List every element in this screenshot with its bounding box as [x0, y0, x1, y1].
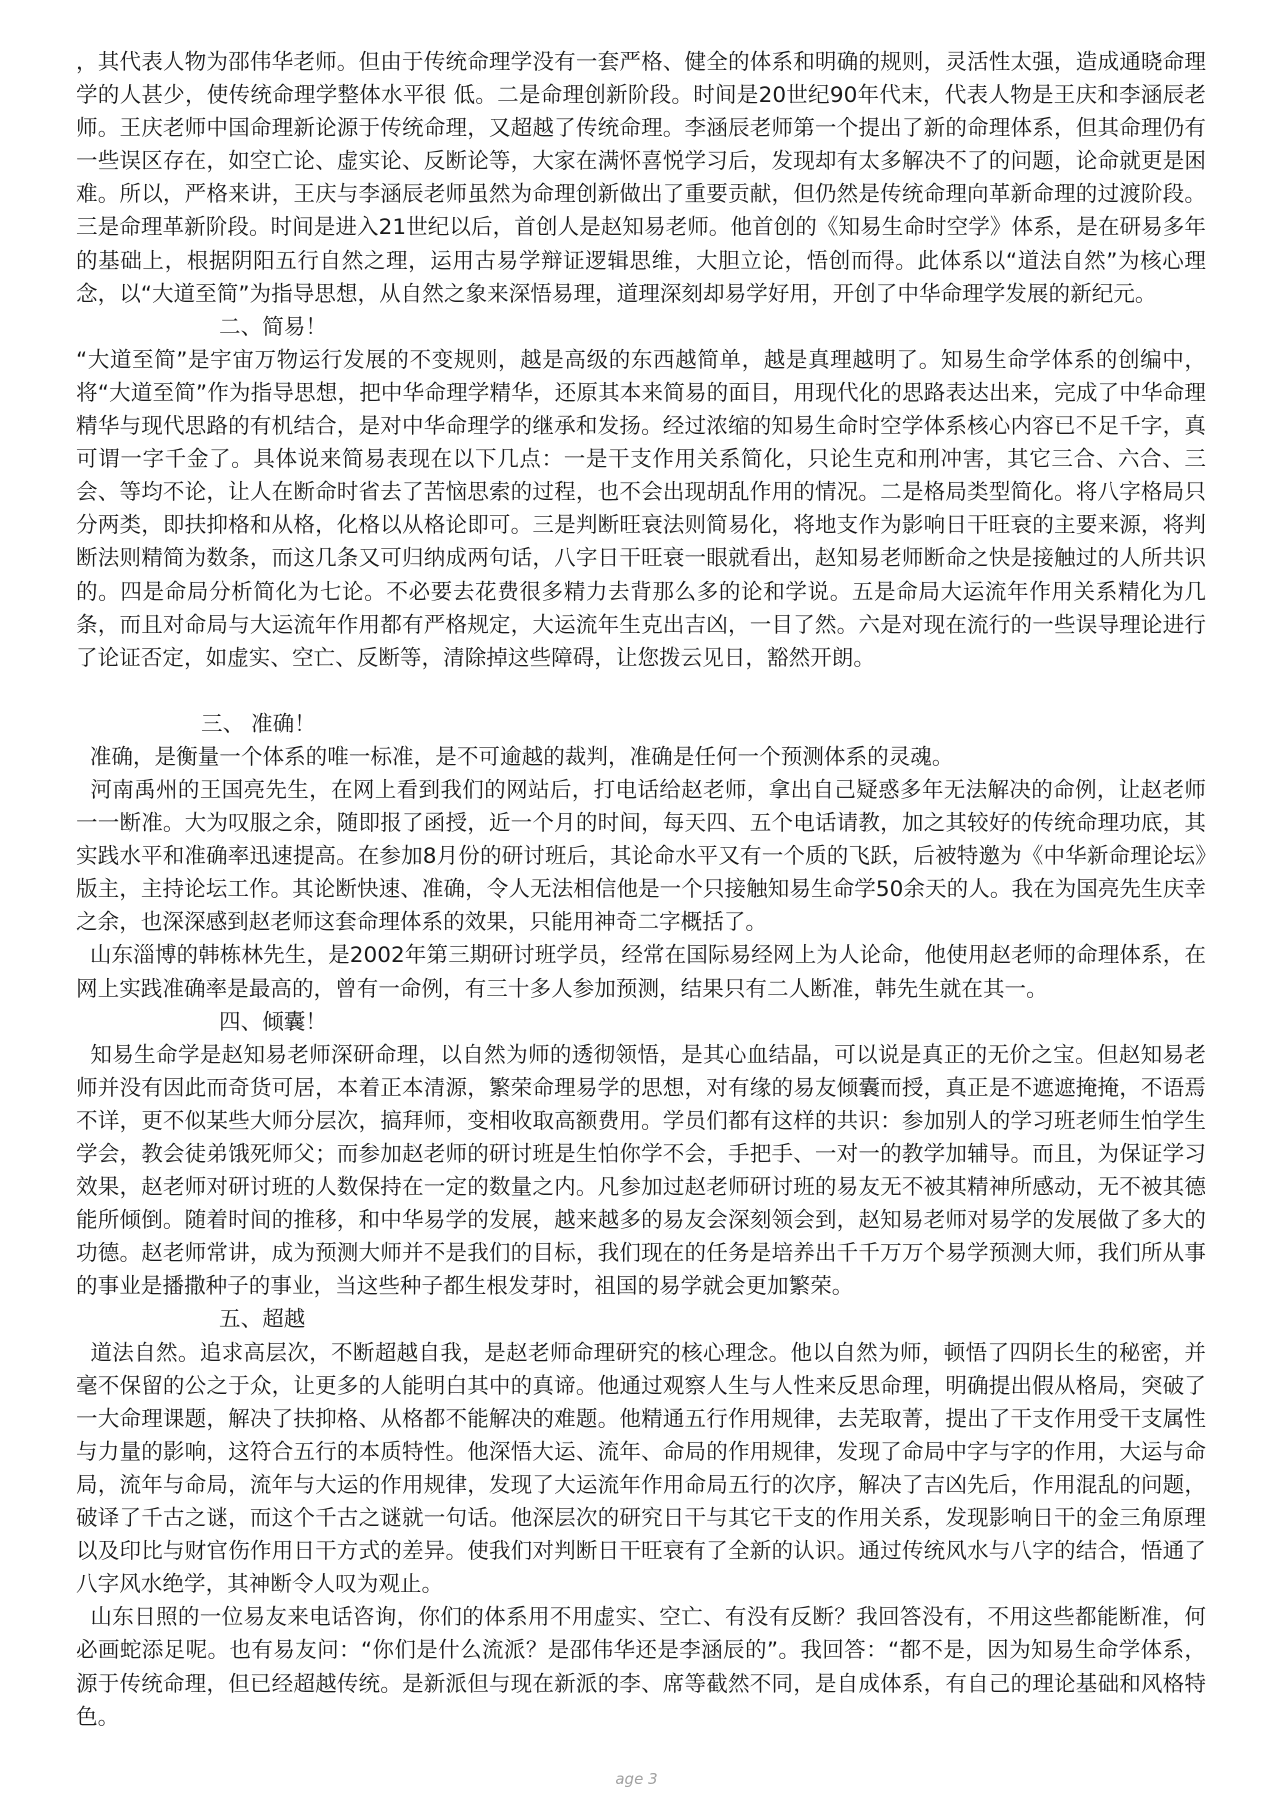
- page-footer: age 3: [615, 1770, 658, 1788]
- section-heading: 五、超越: [219, 1307, 306, 1333]
- section-heading: 四、倾囊！: [219, 1009, 327, 1035]
- paragraph: 河南禹州的王国亮先生，在网上看到我们的网站后，打电话给赵老师，拿出自己疑惑多年无法解决的命例，让赵老师一一断准。大为叹服之余，随即报了函授，近一个月的时间，每天四、五个电话请教，加之其较好的传统命理功底，其实践水平和准确率迅速提高。在参加8月份的研讨班后，其论命水平又有一个质的飞跃，后被特邀为《中华新命理论坛》版主，主持论坛工作。其论断快速、准确，令人无法相信他是一个只接触知易生命学50余天的人。我在为国亮先生庆幸之余，也深深感到赵老师这套命理体系的效果，只能用神奇二字概括了。: [76, 777, 1206, 936]
- paragraph: 道法自然。追求高层次，不断超越自我，是赵老师命理研究的核心理念。他以自然为师，顿悟了四阴长生的秘密，并毫不保留的公之于众，让更多的人能明白其中的真谛。他通过观察人生与人性来反思命理，明确提出假从格局，突破了一大命理课题，解决了扶抑格、从格都不能解决的难题。他精通五行作用规律，去芜取菁，提出了干支作用受干支属性与力量的影响，这符合五行的本质特性。他深悟大运、流年、命局的作用规律，发现了命局中字与字的作用，大运与命局，流年与命局，流年与大运的作用规律，发现了大运流年作用命局五行的次序，解决了吉凶先后，作用混乱的问题，破译了千古之谜，而这个千古之谜就一句话。他深层次的研究日干与其它干支的作用关系，发现影响日干的金三角原理以及印比与财官伤作用日干方式的差异。使我们对判断日干旺衰有了全新的认识。通过传统风水与八字的结合，悟通了八字风水绝学，其神断令人叹为观止。: [76, 1340, 1206, 1598]
- section-heading: 二、简易！: [219, 314, 327, 340]
- blank-line: [76, 675, 1206, 708]
- paragraph: 知易生命学是赵知易老师深研命理，以自然为师的透彻领悟，是其心血结晶，可以说是真正的无价之宝。但赵知易老师并没有因此而奇货可居，本着正本清源，繁荣命理易学的思想，对有缘的易友倾囊而授，真正是不遮遮掩掩，不语焉不详，更不似某些大师分层次，搞拜师，变相收取高额费用。学员们都有这样的共识：参加别人的学习班老师生怕学生学会，教会徒弟饿死师父；而参加赵老师的研讨班是生怕你学不会，手把手、一对一的教学加辅导。而且，为保证学习效果，赵老师对研讨班的人数保持在一定的数量之内。凡参加过赵老师研讨班的易友无不被其精神所感动，无不被其德能所倾倒。随着时间的推移，和中华易学的发展，越来越多的易友会深刻领会到，赵知易老师对易学的发展做了多大的功德。赵老师常讲，成为预测大师并不是我们的目标，我们现在的任务是培养出千千万万个易学预测大师，我们所从事的事业是播撒种子的事业，当这些种子都生根发芽时，祖国的易学就会更加繁荣。: [76, 1042, 1206, 1300]
- document-body: [76, 46, 1206, 1734]
- paragraph: 山东淄博的韩栋林先生，是2002年第三期研讨班学员，经常在国际易经网上为人论命，他使用赵老师的命理体系，在网上实践准确率是最高的，曾有一命例，有三十多人参加预测，结果只有二人断准，韩先生就在其一。: [76, 943, 1206, 1002]
- paragraph: “大道至简”是宇宙万物运行发展的不变规则，越是高级的东西越简单，越是真理越明了。知易生命学体系的创编中，将“大道至简”作为指导思想，把中华命理学精华，还原其本来简易的面目，用现代化的思路表达出来，完成了中华命理精华与现代思路的有机结合，是对中华命理学的继承和发扬。经过浓缩的知易生命时空学体系核心内容已不足千字，真可谓一字千金了。具体说来简易表现在以下几点：一是干支作用关系简化，只论生克和刑冲害，其它三合、六合、三会、等均不论，让人在断命时省去了苦恼思索的过程，也不会出现胡乱作用的情况。二是格局类型简化。将八字格局只分两类，即扶抑格和从格，化格以从格论即可。三是判断旺衰法则简易化，将地支作为影响日干旺衰的主要来源，将判断法则精简为数条，而这几条又可归纳成两句话，八字日干旺衰一眼就看出，赵知易老师断命之快是接触过的人所共识的。四是命局分析简化为七论。不必要去花费很多精力去背那么多的论和学说。五是命局大运流年作用关系精化为几条，而且对命局与大运流年作用都有严格规定，大运流年生克出吉凶，一目了然。六是对现在流行的一些误导理论进行了论证否定，如虚实、空亡、反断等，清除掉这些障碍，让您拨云见日，豁然开朗。: [76, 347, 1206, 671]
- paragraph: 准确，是衡量一个体系的唯一标准，是不可逾越的裁判，准确是任何一个预测体系的灵魂。: [76, 744, 954, 770]
- section-heading: 三、 准确！: [201, 711, 316, 737]
- paragraph: ，其代表人物为邵伟华老师。但由于传统命理学没有一套严格、健全的体系和明确的规则，灵活性太强，造成通晓命理学的人甚少，使传统命理学整体水平很 低。二是命理创新阶段。时间是20世纪90年代末，代表人物是王庆和李涵辰老师。王庆老师中国命理新论源于传统命理，又超越了传统命理。李涵辰老师第一个提出了新的命理体系，但其命理仍有一些误区存在，如空亡论、虚实论、反断论等，大家在满怀喜悦学习后，发现却有太多解决不了的问题，论命就更是困难。所以，严格来讲，王庆与李涵辰老师虽然为命理创新做出了重要贡献，但仍然是传统命理向革新命理的过渡阶段。三是命理革新阶段。时间是进入21世纪以后，首创人是赵知易老师。他首创的《知易生命时空学》体系，是在研易多年的基础上，根据阴阳五行自然之理，运用古易学辩证逻辑思维，大胆立论，悟创而得。此体系以“道法自然”为核心理念，以“大道至简”为指导思想，从自然之象来深悟易理，道理深刻却易学好用，开创了中华命理学发展的新纪元。: [76, 50, 1206, 307]
- paragraph: 山东日照的一位易友来电话咨询，你们的体系用不用虚实、空亡、有没有反断？我回答没有，不用这些都能断准，何必画蛇添足呢。也有易友问：“你们是什么流派？是邵伟华还是李涵辰的”。我回答：“都不是，因为知易生命学体系，源于传统命理，但已经超越传统。是新派但与现在新派的李、席等截然不同，是自成体系，有自己的理论基础和风格特色。: [76, 1605, 1206, 1730]
